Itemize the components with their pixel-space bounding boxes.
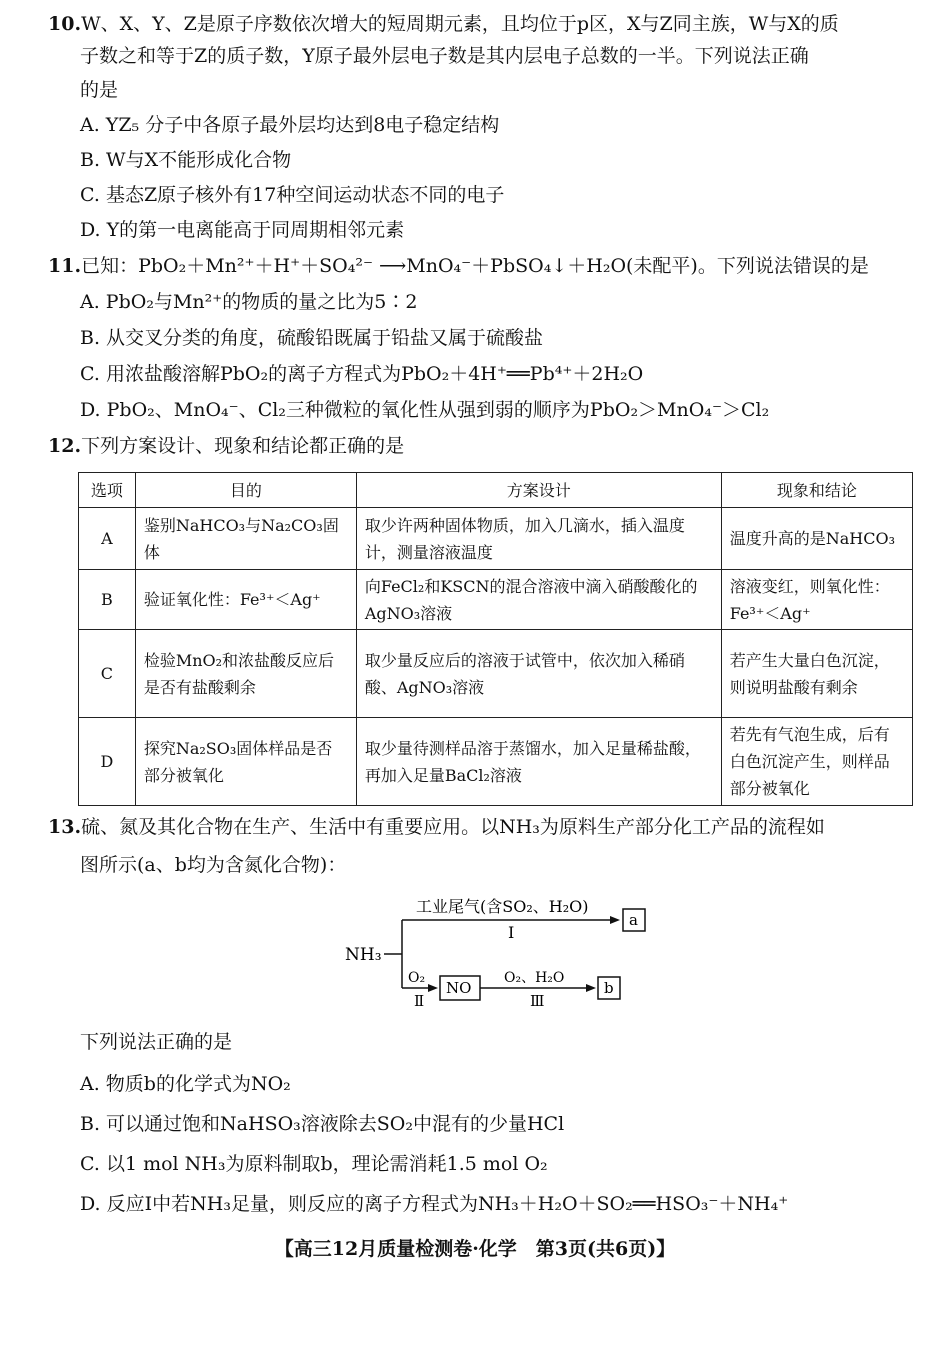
diagram-o2: O₂: [408, 970, 426, 986]
q12-row-a-result: 温度升高的是NaHCO₃: [721, 508, 912, 570]
diagram-step-1: Ⅰ: [508, 923, 515, 942]
q12-row-a-aim: 鉴别NaHCO₃与Na₂CO₃固体: [135, 508, 356, 570]
q10-stem-line-2: 子数之和等于Z的质子数，Y原子最外层电子数是其内层电子总数的一半。下列说法正确: [80, 45, 809, 67]
arrow-head-icon: [586, 984, 596, 992]
page-footer: 【高三12月质量检测卷·化学 第3页(共6页)】: [274, 1238, 676, 1260]
q12-row-b-result: 溶液变红，则氧化性：Fe³⁺＜Ag⁺: [721, 570, 912, 630]
q10-stem-line-1: 10.W、X、Y、Z是原子序数依次增大的短周期元素，且均位于p区，X与Z同主族，W与X的质: [48, 13, 839, 35]
q12-row-c-result: 若产生大量白色沉淀，则说明盐酸有剩余: [721, 630, 912, 718]
q10-stem-line-3: 的是: [80, 79, 119, 101]
table-row: [79, 630, 913, 718]
diagram-no: NO: [446, 979, 472, 997]
q13-option-a: A. 物质b的化学式为NO₂: [80, 1073, 291, 1095]
q10-option-d: D. Y的第一电离能高于同周期相邻元素: [80, 219, 405, 241]
q10-number: 10.: [48, 13, 82, 35]
diagram-o2-h2o: O₂、H₂O: [504, 970, 565, 986]
q11-option-b: B. 从交叉分类的角度，硫酸铅既属于铅盐又属于硫酸盐: [80, 327, 544, 349]
q12-row-c-aim: 检验MnO₂和浓盐酸反应后是否有盐酸剩余: [135, 630, 356, 718]
q12-row-a-option: A: [79, 508, 136, 570]
q11-option-a: A. PbO₂与Mn²⁺的物质的量之比为5∶2: [80, 291, 418, 313]
q12-number: 12.: [48, 435, 82, 457]
table-row: [79, 508, 913, 570]
q12-row-d-result: 若先有气泡生成，后有白色沉淀产生，则样品部分被氧化: [721, 718, 912, 806]
q12-row-c-option: C: [79, 630, 136, 718]
q11-option-d: D. PbO₂、MnO₄⁻、Cl₂三种微粒的氧化性从强到弱的顺序为PbO₂＞MnO₄⁻＞Cl₂: [80, 399, 770, 421]
diagram-step-3: Ⅲ: [530, 992, 545, 1010]
q12-row-d-design: 取少量待测样品溶于蒸馏水，加入足量稀盐酸，再加入足量BaCl₂溶液: [356, 718, 721, 806]
q12-header-option: 选项: [79, 473, 136, 508]
q13-option-c: C. 以1 mol NH₃为原料制取b，理论需消耗1.5 mol O₂: [80, 1153, 548, 1175]
q12-row-c-design: 取少量反应后的溶液于试管中，依次加入稀硝酸、AgNO₃溶液: [356, 630, 721, 718]
q12-table: [78, 472, 913, 806]
diagram-step-2: Ⅱ: [414, 992, 425, 1010]
q10-option-c: C. 基态Z原子核外有17种空间运动状态不同的电子: [80, 184, 505, 206]
q12-row-b-design: 向FeCl₂和KSCN的混合溶液中滴入硝酸酸化的AgNO₃溶液: [356, 570, 721, 630]
q12-row-a-design: 取少许两种固体物质，加入几滴水，插入温度计，测量溶液温度: [356, 508, 721, 570]
arrow-head-icon: [428, 984, 438, 992]
arrow-head-icon: [610, 916, 620, 924]
q13-stem-line-2: 图所示(a、b均为含氮化合物)：: [80, 854, 347, 876]
q12-row-d-aim: 探究Na₂SO₃固体样品是否部分被氧化: [135, 718, 356, 806]
q13-option-b: B. 可以通过饱和NaHSO₃溶液除去SO₂中混有的少量HCl: [80, 1113, 565, 1135]
q12-header-design: 方案设计: [356, 473, 721, 508]
q12-row-b-option: B: [79, 570, 136, 630]
q13-stem-line-1: 13.硫、氮及其化合物在生产、生活中有重要应用。以NH₃为原料生产部分化工产品的流程如: [48, 816, 825, 838]
q12-header-result: 现象和结论: [721, 473, 912, 508]
table-row: [79, 570, 913, 630]
diagram-top-label: 工业尾气(含SO₂、H₂O): [416, 897, 589, 916]
q12-row-d-option: D: [79, 718, 136, 806]
q11-number: 11.: [48, 255, 82, 277]
diagram-product-a: a: [629, 911, 638, 929]
diagram-product-b: b: [604, 979, 614, 997]
q10-option-a: A. YZ₅ 分子中各原子最外层均达到8电子稳定结构: [80, 114, 500, 136]
table-row: [79, 718, 913, 806]
q10-option-b: B. W与X不能形成化合物: [80, 149, 292, 171]
q12-row-b-aim: 验证氧化性：Fe³⁺＜Ag⁺: [135, 570, 356, 630]
q12-table-header: [79, 473, 913, 508]
q13-option-d: D. 反应Ⅰ中若NH₃足量，则反应的离子方程式为NH₃＋H₂O＋SO₂══HSO₃⁻＋NH₄⁺: [80, 1193, 789, 1215]
q13-flow-diagram: [330, 890, 660, 1015]
q11-stem: 11.已知：PbO₂＋Mn²⁺＋H⁺＋SO₄²⁻ ⟶MnO₄⁻＋PbSO₄↓＋H₂O(未配平)。下列说法错误的是: [48, 255, 869, 277]
q12-stem: 12.下列方案设计、现象和结论都正确的是: [48, 435, 405, 457]
q13-question: 下列说法正确的是: [80, 1031, 233, 1053]
diagram-nh3: NH₃: [345, 945, 382, 965]
q13-number: 13.: [48, 816, 82, 838]
q11-option-c: C. 用浓盐酸溶解PbO₂的离子方程式为PbO₂＋4H⁺══Pb⁴⁺＋2H₂O: [80, 363, 644, 385]
q12-header-aim: 目的: [135, 473, 356, 508]
